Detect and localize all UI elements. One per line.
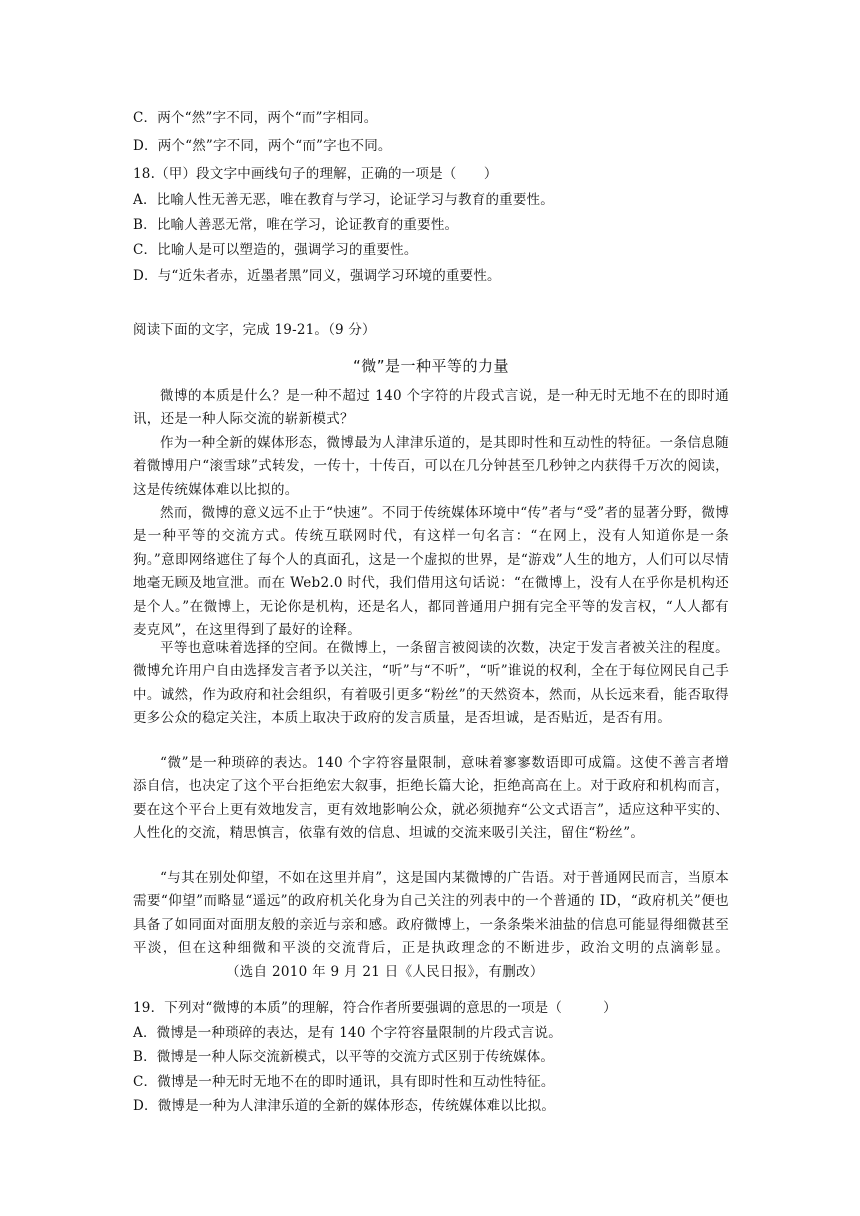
q18-option-d: D．与“近朱者赤，近墨者黑”同义，强调学习环境的重要性。 — [133, 268, 501, 284]
article-source: （选自 2010 年 9 月 21 日《人民日报》，有删改） — [226, 963, 544, 980]
article-paragraph-5: “微”是一种琐碎的表达。140 个字符容量限制，意味着寥寥数语即可成篇。这使不善言者增添自信，也决定了这个平台拒绝宏大叙事，拒绝长篇大论，拒绝高高在上。对于政府和机构而言，要在这个平台上更有效地发言，更有效地影响公众，就必须抛弃“公文式语言”，适应这种平实的、人性化的交流，精思慎言，依靠有效的信息、坦诚的交流来吸引关注，留住“粉丝”。 — [133, 755, 729, 842]
q18-option-a: A．比喻人性无善无恶，唯在教育与学习，论证学习与教育的重要性。 — [133, 192, 554, 208]
article-paragraph-2: 作为一种全新的媒体形态，微博最为人津津乐道的，是其即时性和互动性的特征。一条信息随着微博用户“滚雪球”式转发，一传十，十传百，可以在几分钟甚至几秒钟之内获得千万次的阅读，这是传统媒体难以比拟的。 — [133, 435, 729, 498]
article-paragraph-4: 平等也意味着选择的空间。在微博上，一条留言被阅读的次数，决定于发言者被关注的程度。微博允许用户自由选择发言者予以关注，“听”与“不听”，“听”谁说的权利，全在于每位网民自己手中。诚然，作为政府和社会组织，有着吸引更多“粉丝”的天然资本，然而，从长远来看，能否取得更多公众的稳定关注，本质上取决于政府的发言质量，是否坦诚，是否贴近，是否有用。 — [133, 640, 729, 727]
reading-intro: 阅读下面的文字，完成 19-21。（9 分） — [133, 322, 376, 338]
q19-option-d: D．微博是一种为人津津乐道的全新的媒体形态，传统媒体难以比拟。 — [133, 1098, 556, 1114]
q17-option-d: D．两个“然”字不同，两个“而”字也不同。 — [133, 138, 392, 154]
q19-stem: 19．下列对“微博的本质”的理解，符合作者所要强调的意思的一项是（ ） — [133, 1000, 617, 1016]
q19-option-b: B．微博是一种人际交流新模式，以平等的交流方式区别于传统媒体。 — [133, 1049, 555, 1065]
q19-option-a: A．微博是一种琐碎的表达，是有 140 个字符容量限制的片段式言说。 — [133, 1025, 562, 1041]
q18-option-c: C．比喻人是可以塑造的，强调学习的重要性。 — [133, 242, 418, 258]
article-paragraph-6 — [133, 867, 729, 984]
q19-option-c: C．微博是一种无时无地不在的即时通讯，具有即时性和互动性特征。 — [133, 1074, 555, 1090]
article-paragraph-1: 微博的本质是什么？是一种不超过 140 个字符的片段式言说，是一种无时无地不在的即时通讯，还是一种人际交流的崭新模式？ — [133, 388, 729, 428]
article-title: “微”是一种平等的力量 — [352, 357, 510, 375]
q18-option-b: B．比喻人善恶无常，唯在学习，论证教育的重要性。 — [133, 217, 459, 233]
q17-option-c: C．两个“然”字不同，两个“而”字相同。 — [133, 110, 378, 126]
article-paragraph-6-text: “与其在别处仰望，不如在这里并肩”，这是国内某微博的广告语。对于普通网民而言，当原本需要“仰望”而略显“遥远”的政府机关化身为自己关注的列表中的一个普通的 ID，“政府机关”便也具备了如同面对面朋友般的亲近与亲和感。政府微博上，一条条柴米油盐的信息可能显得细微甚至平淡，但在这种细微和平淡的交流背后，正是执政理念的不断进步，政治文明的点滴彰显。 — [133, 870, 729, 957]
q18-stem: 18.（甲）段文字中画线句子的理解，正确的一项是（ ） — [133, 166, 498, 182]
article-paragraph-3: 然而，微博的意义远不止于“快速”。不同于传统媒体环境中“传”者与“受”者的显著分野，微博是一种平等的交流方式。传统互联网时代，有这样一句名言：“在网上，没有人知道你是一条狗。”意即网络遮住了每个人的真面孔，这是一个虚拟的世界，是“游戏”人生的地方，人们可以尽情地毫无顾及地宣泄。而在 Web2.0 时代，我们借用这句话说：“在微博上，没有人在乎你是机构还是个人。”在微博上，无论你是机构，还是名人，都同普通用户拥有完全平等的发言权，“人人都有麦克风”，在这里得到了最好的诠释。 — [133, 505, 729, 639]
